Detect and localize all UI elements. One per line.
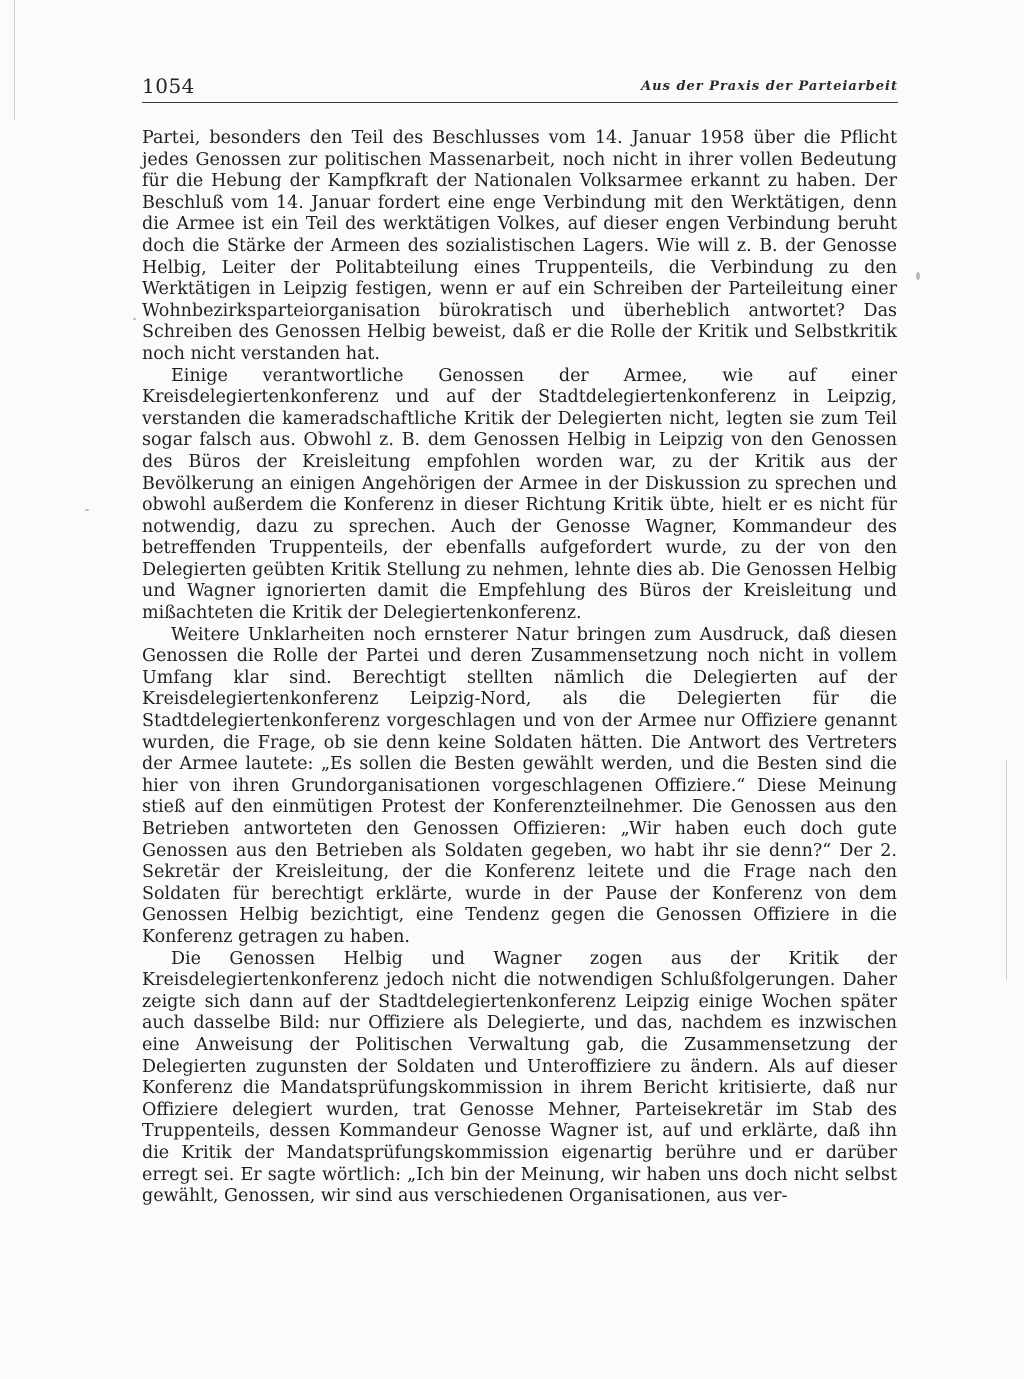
page-header — [142, 72, 898, 102]
page-number: 1054 — [142, 74, 195, 98]
paragraph: Einige verantwortliche Genossen der Armee, wie auf einer Kreisdelegiertenkonferenz und auf der Stadtdelegiertenkonferenz in Leipzig, verstanden die kameradschaftliche Kritik der Delegierten nicht, legten sie zum Teil sogar falsch aus. Obwohl z. B. dem Genossen Helbig in Leipzig von den Genossen des Büros der Kreisleitung empfohlen worden war, zu der Kritik aus der Bevölkerung an einigen Angehörigen der Armee in der Diskussion zu sprechen und obwohl außerdem die Konferenz in dieser Richtung Kritik übte, hielt er es nicht für notwendig, dazu zu sprechen. Auch der Genosse Wagner, Kommandeur des betreffenden Truppenteils, der ebenfalls aufgefordert wurde, zu der von den Delegierten geübten Kritik Stellung zu nehmen, lehnte dies ab. Die Genossen Helbig und Wagner ignorierten damit die Empfehlung des Büros der Kreisleitung und mißachteten die Kritik der Delegiertenkonferenz. — [142, 365, 897, 624]
body-text — [142, 128, 897, 1208]
scan-edge-mark — [14, 0, 15, 120]
running-head: Aus der Praxis der Parteiarbeit — [641, 79, 898, 94]
scan-speck — [916, 272, 920, 280]
header-rule — [142, 102, 898, 103]
paragraph: Die Genossen Helbig und Wagner zogen aus der Kritik der Kreisdelegiertenkonferenz jedoch nicht die notwendigen Schlußfolgerungen. Daher zeigte sich dann auf der Stadtdelegiertenkonferenz Leipzig einige Wochen später auch dasselbe Bild: nur Offiziere als Delegierte, und das, nachdem es inzwischen eine Anweisung der Politischen Verwaltung gab, die Zusammensetzung der Delegierten zugunsten der Soldaten und Unteroffiziere zu ändern. Als auf dieser Konferenz die Mandatsprüfungskommission in ihrem Bericht kritisierte, daß nur Offiziere delegiert wurden, trat Genosse Mehner, Parteisekretär im Stab des Truppenteils, dessen Kommandeur Genosse Wagner ist, auf und erklärte, daß ihn die Kritik der Mandatsprüfungskommission eigenartig berühre und er darüber erregt sei. Er sagte wörtlich: „Ich bin der Meinung, wir haben uns doch nicht selbst gewählt, Genossen, wir sind aus verschiedenen Organisationen, aus ver- — [142, 948, 897, 1207]
paragraph: Weitere Unklarheiten noch ernsterer Natur bringen zum Ausdruck, daß diesen Genossen die Rolle der Partei und deren Zusammensetzung noch nicht in vollem Umfang klar sind. Berechtigt stellten nämlich die Delegierten auf der Kreisdelegiertenkonferenz Leipzig-Nord, als die Delegierten für die Stadtdelegiertenkonferenz vorgeschlagen und von der Armee nur Offiziere genannt wurden, die Frage, ob sie denn keine Soldaten hätten. Die Antwort des Vertreters der Armee lautete: „Es sollen die Besten gewählt werden, und die Besten sind die hier von ihren Grundorganisationen vorgeschlagenen Offiziere.“ Diese Meinung stieß auf den einmütigen Protest der Konferenzteilnehmer. Die Genossen aus den Betrieben antworteten den Genossen Offizieren: „Wir haben euch doch gute Genossen aus den Betrieben als Soldaten gegeben, wo habt ihr sie denn?“ Der 2. Sekretär der Kreisleitung, der die Konferenz leitete und die Frage nach den Soldaten für berechtigt erklärte, wurde in der Pause der Konferenz von dem Genossen Helbig bezichtigt, eine Tendenz gegen die Genossen Offiziere in die Konferenz getragen zu haben. — [142, 624, 897, 947]
scan-edge-mark — [1006, 760, 1007, 980]
scan-speck — [85, 509, 89, 511]
scan-speck — [133, 318, 136, 320]
paragraph: Partei, besonders den Teil des Beschlusses vom 14. Januar 1958 über die Pflicht jedes Genossen zur politischen Massenarbeit, noch nicht in ihrer vollen Bedeutung für die Hebung der Kampfkraft der Nationalen Volksarmee erkannt zu haben. Der Beschluß vom 14. Januar fordert eine enge Verbindung mit den Werktätigen, denn die Armee ist ein Teil des werktätigen Volkes, auf dieser engen Verbindung beruht doch die Stärke der Armeen des sozialistischen Lagers. Wie will z. B. der Genosse Helbig, Leiter der Politabteilung eines Truppenteils, die Verbindung zu den Werktätigen in Leipzig festigen, wenn er auf ein Schreiben der Parteileitung einer Wohnbezirksparteiorganisation bürokratisch und überheblich antwortet? Das Schreiben des Genossen Helbig beweist, daß er die Rolle der Kritik und Selbstkritik noch nicht verstanden hat. — [142, 128, 897, 364]
